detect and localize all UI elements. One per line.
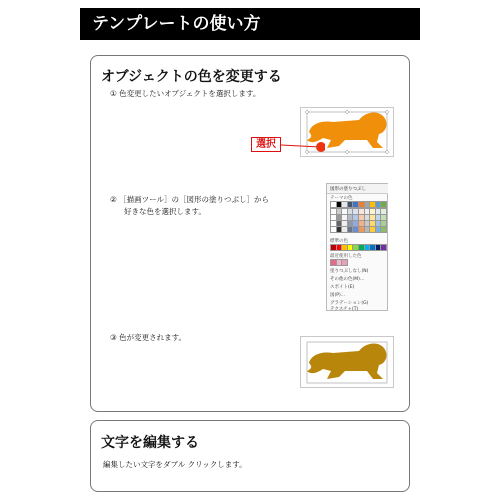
color-swatch[interactable] [380,226,387,233]
menu-item-texture[interactable]: テクスチャ(T) [330,307,359,312]
color-swatch[interactable] [380,244,387,251]
menu-item-more-colors[interactable]: その他の色(M)... [330,277,365,282]
step1-text: ① 色変更したいオブジェクトを選択します。 [110,89,261,98]
shape-fill-button[interactable]: 図形の塗りつぶし [327,184,388,194]
step3-text: ③ 色が変更されます。 [110,333,187,342]
step2-text: ② ［描画ツール］の［図形の塗りつぶし］から 好きな色を選択します。 [110,195,269,216]
standard-colors-label: 標準の色 [330,239,348,244]
section2-text: 編集したい文字をダブル クリックします。 [103,460,247,469]
section2-title: 文字を編集する [101,435,199,451]
shape-fill-dropdown[interactable] [326,183,388,311]
page-title: テンプレートの使い方 [92,14,261,34]
page-header [80,8,420,40]
color-swatch[interactable] [341,259,348,266]
color-swatch[interactable] [380,201,387,208]
menu-item-picture[interactable]: 図(P)... [330,293,346,298]
recent-colors-label: 最近使用した色 [330,254,362,259]
select-callout: 選択 [251,137,281,152]
menu-item-no-fill[interactable]: 塗りつぶしなし(N) [330,269,369,274]
callout-connector [280,138,325,158]
section1-title: オブジェクトの色を変更する [101,69,282,85]
theme-colors-label: テーマの色 [330,196,353,201]
menu-item-eyedropper[interactable]: スポイト(E) [330,285,355,290]
lion-brown-icon [301,337,393,387]
section-edit-text [90,420,410,492]
lion-object-changed[interactable] [300,336,394,388]
menu-item-gradient[interactable]: グラデーション(G) [330,301,369,306]
